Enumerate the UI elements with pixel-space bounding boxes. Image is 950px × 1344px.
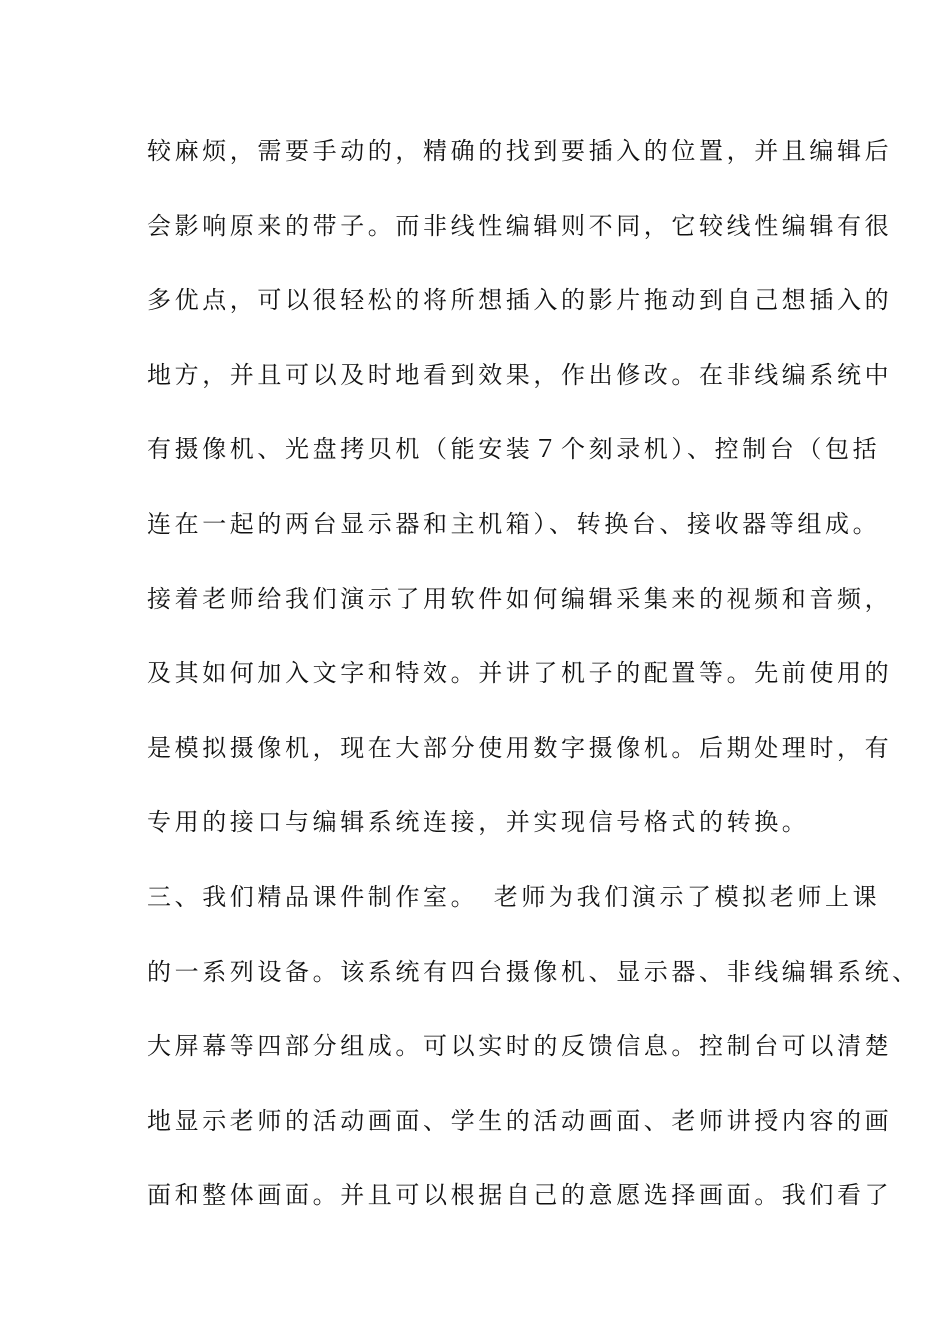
text-line-5: 有摄像机、光盘拷贝机（能安装７个刻录机）、控制台（包括 xyxy=(147,435,881,464)
text-line-9: 是模拟摄像机，现在大部分使用数字摄像机。后期处理时，有 xyxy=(147,733,893,762)
text-line-6: 连在一起的两台显示器和主机箱）、转换台、接收器等组成。 xyxy=(147,509,881,538)
text-line-12: 的一系列设备。该系统有四台摄像机、显示器、非线编辑系统、 xyxy=(147,957,920,986)
text-line-7: 接着老师给我们演示了用软件如何编辑采集来的视频和音频， xyxy=(147,584,893,613)
text-line-4: 地方，并且可以及时地看到效果，作出修改。在非线编系统中 xyxy=(147,360,893,389)
body-text xyxy=(147,130,920,1249)
text-line-15: 面和整体画面。并且可以根据自己的意愿选择画面。我们看了 xyxy=(147,1181,893,1210)
text-line-2: 会影响原来的带子。而非线性编辑则不同，它较线性编辑有很 xyxy=(147,211,893,240)
text-line-10: 专用的接口与编辑系统连接，并实现信号格式的转换。 xyxy=(147,808,810,837)
text-line-14: 地显示老师的活动画面、学生的活动画面、老师讲授内容的画 xyxy=(147,1106,893,1135)
text-line-13: 大屏幕等四部分组成。可以实时的反馈信息。控制台可以清楚 xyxy=(147,1032,893,1061)
text-line-1: 较麻烦，需要手动的，精确的找到要插入的位置，并且编辑后 xyxy=(147,137,893,165)
text-line-11: 三、我们精品课件制作室。 老师为我们演示了模拟老师上课 xyxy=(147,882,881,911)
text-line-8: 及其如何加入文字和特效。并讲了机子的配置等。先前使用的 xyxy=(147,659,893,688)
text-line-3: 多优点，可以很轻松的将所想插入的影片拖动到自己想插入的 xyxy=(147,286,893,315)
